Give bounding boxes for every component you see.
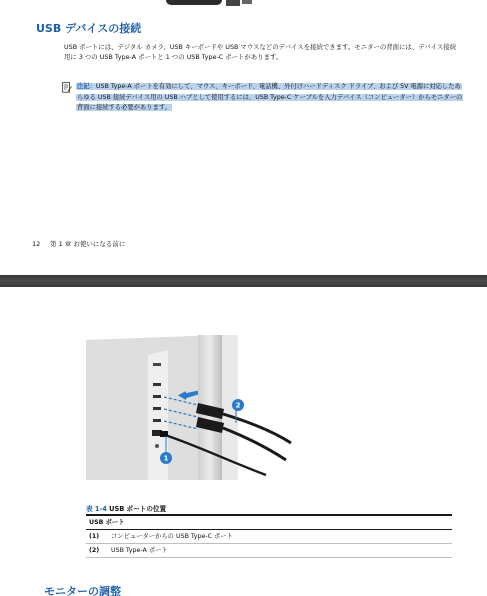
table-row-number: (1) (89, 533, 100, 540)
usb-body-paragraph: USB ポートには、デジタル カメラ、USB キーボードや USB マウスなどのデバイスを接続できます。モニターの背面には、デバイス接続用に 3 つの USB Type-A ポートと 1 つの USB Type-C ポートがあります。 (64, 43, 457, 61)
table-row (86, 544, 452, 558)
page-footer (32, 239, 125, 248)
table-row-text: USB Type-A ポート (111, 547, 168, 554)
usb-ports-illustration (86, 335, 296, 480)
page-separator (0, 275, 487, 287)
chapter-title: 第 1 章 お使いになる前に (50, 240, 126, 248)
table-header-row (86, 516, 452, 530)
note-highlight (76, 83, 463, 111)
note-text-block (76, 82, 466, 114)
table-caption-title: USB ポートの位置 (109, 505, 167, 513)
usb-port-table (86, 514, 452, 558)
table-caption (86, 503, 166, 513)
page-number: 12 (32, 240, 41, 248)
note-box (62, 82, 468, 116)
previous-illustration-edge (166, 0, 252, 8)
table-header-cell: USB ポート (89, 519, 125, 526)
table-row-number: (2) (89, 547, 100, 554)
callout-2-label: 2 (235, 401, 241, 410)
callout-1-label: 1 (163, 454, 169, 463)
manual-page-13 (0, 287, 487, 596)
table-row-text: コンピューターからの USB Type-C ポート (111, 533, 233, 540)
table-row (86, 530, 452, 544)
note-label: 注記： (77, 83, 96, 90)
note-icon (62, 82, 72, 93)
section-heading-monitor-adjust: モニターの調整 (44, 585, 121, 596)
note-body: USB Type-A ポートを有効にして、マウス、キーボード、電話機、外付けハードディスク ドライブ、および 5V 電源に対応したあらゆる USB 接続デバイス用の USB ハブとして使用するには、USB Type-C ケーブルを入力デバイス（コンピューター）からモニターの背面に接続する必要があります。 (77, 83, 463, 111)
table-caption-label: 表 1-4 (86, 505, 107, 513)
manual-page-12 (0, 0, 487, 275)
section-heading-usb-devices: USB デバイスの接続 (36, 22, 142, 35)
